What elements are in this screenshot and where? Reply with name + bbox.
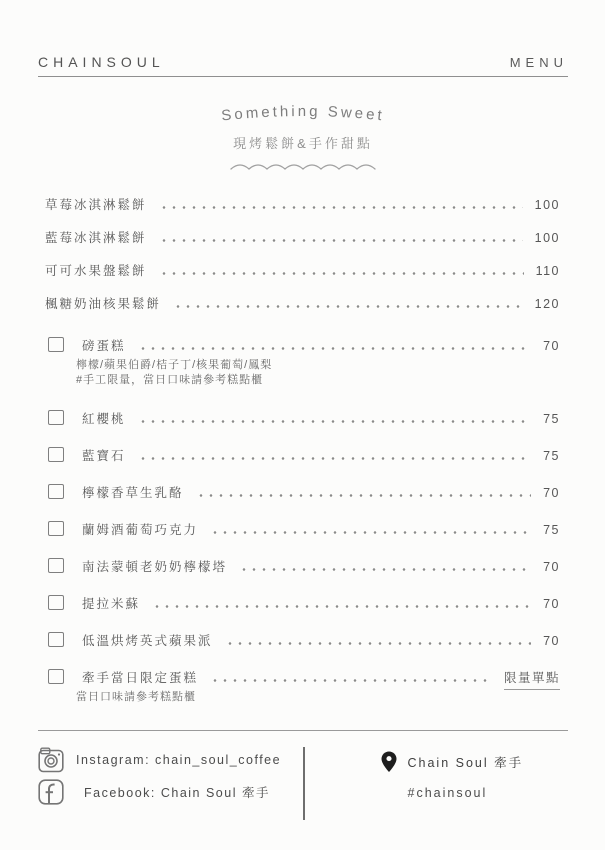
item-checkbox[interactable]: [48, 447, 64, 462]
instagram-label: Instagram: chain_soul_coffee: [76, 753, 282, 767]
item-checkbox[interactable]: [48, 484, 64, 499]
menu-item-row: [38, 294, 568, 310]
menu-item-row: [38, 336, 568, 352]
menu-item-name: 藍寶石: [82, 449, 126, 463]
footer: [38, 731, 568, 820]
menu-item-row: [38, 557, 568, 573]
description-line: #手工限量，當日口味請參考糕點櫃: [76, 374, 264, 386]
header: [38, 0, 568, 70]
menu-item-block: [38, 336, 568, 388]
item-checkbox[interactable]: [48, 632, 64, 647]
menu-item-block: [38, 668, 568, 705]
instagram-camera-icon: [38, 747, 64, 773]
facebook-icon: [38, 779, 64, 805]
hashtag-label: #chainsoul: [407, 786, 488, 800]
menu-item-row: [38, 594, 568, 610]
menu-item-row: [38, 631, 568, 647]
menu-item-block: [38, 446, 568, 462]
menu-item-name: 蘭姆酒葡萄巧克力: [82, 523, 199, 537]
waffle-section: [38, 195, 568, 310]
menu-item-price: 限量單點: [504, 668, 560, 690]
section-title-zh: 現烤鬆餅&手作甜點: [233, 136, 373, 151]
menu-item-price: 75: [543, 523, 560, 537]
instagram-row[interactable]: [38, 747, 303, 773]
item-checkbox[interactable]: [48, 669, 64, 684]
item-checkbox[interactable]: [48, 337, 64, 352]
location-pin-icon: [380, 750, 398, 774]
menu-item-row: [38, 483, 568, 499]
cake-section: [38, 336, 568, 705]
menu-item-price: 120: [534, 297, 560, 311]
dotted-leader: [239, 568, 531, 571]
menu-item-name: 楓糖奶油核果鬆餅: [45, 297, 162, 311]
menu-item-price: 70: [543, 486, 560, 500]
description-line: 檸檬/蘋果伯爵/桔子丁/核果葡萄/鳳梨: [76, 359, 273, 371]
item-checkbox[interactable]: [48, 595, 64, 610]
social-column: [38, 747, 303, 820]
menu-item-block: [38, 520, 568, 536]
menu-item-row: [38, 228, 568, 244]
footer-vertical-divider: [303, 747, 305, 820]
scallop-divider: [228, 160, 378, 172]
menu-item-block: [38, 409, 568, 425]
menu-item-name: 紅櫻桃: [82, 412, 126, 426]
dotted-leader: [159, 206, 523, 209]
menu-item-price: 70: [543, 597, 560, 611]
header-divider: [38, 76, 568, 77]
menu-item-price: 100: [534, 198, 560, 212]
menu-item-name: 南法蒙頓老奶奶檸檬塔: [82, 560, 228, 574]
dotted-leader: [138, 347, 532, 350]
svg-text:Something Sweet: [221, 103, 386, 125]
menu-item-price: 70: [543, 634, 560, 648]
menu-item-name: 可可水果盤鬆餅: [45, 264, 147, 278]
menu-item-name: 提拉米蘇: [82, 597, 141, 611]
section-title-block: [38, 99, 568, 172]
item-checkbox[interactable]: [48, 410, 64, 425]
dotted-leader: [152, 605, 531, 608]
menu-item-name: 草莓冰淇淋鬆餅: [45, 198, 147, 212]
menu-item-row: [38, 261, 568, 277]
menu-item-price: 75: [543, 449, 560, 463]
menu-item-name: 磅蛋糕: [82, 339, 126, 353]
menu-item-block: [38, 631, 568, 647]
dotted-leader: [138, 420, 532, 423]
menu-item-price: 70: [543, 560, 560, 574]
dotted-leader: [159, 239, 523, 242]
item-checkbox[interactable]: [48, 521, 64, 536]
menu-item-row: [38, 668, 568, 684]
location-column: [380, 747, 524, 820]
menu-item-name: 牽手當日限定蛋糕: [82, 671, 199, 685]
dotted-leader: [138, 457, 532, 460]
description-line: 當日口味請參考糕點櫃: [76, 691, 196, 703]
dotted-leader: [196, 494, 532, 497]
menu-item-row: [38, 195, 568, 211]
menu-item-name: 低溫烘烤英式蘋果派: [82, 634, 213, 648]
menu-item-description: [76, 358, 568, 388]
facebook-row[interactable]: [38, 779, 303, 805]
menu-item-name: 檸檬香草生乳酪: [82, 486, 184, 500]
menu-item-price: 110: [535, 264, 560, 278]
dotted-leader: [159, 272, 524, 275]
menu-item-description: [76, 690, 568, 705]
menu-item-price: 100: [534, 231, 560, 245]
menu-item-row: [38, 409, 568, 425]
location-name: Chain Soul 牽手: [407, 756, 524, 770]
menu-item-name: 藍莓冰淇淋鬆餅: [45, 231, 147, 245]
menu-item-price: 75: [543, 412, 560, 426]
menu-item-block: [38, 557, 568, 573]
menu-item-block: [38, 594, 568, 610]
item-checkbox[interactable]: [48, 558, 64, 573]
menu-label: MENU: [509, 55, 568, 70]
menu-item-row: [38, 446, 568, 462]
menu-item-block: [38, 483, 568, 499]
brand-title: CHAINSOUL: [38, 54, 165, 70]
facebook-label: Facebook: Chain Soul 牽手: [84, 786, 270, 800]
menu-item-price: 70: [543, 339, 560, 353]
dotted-leader: [225, 642, 532, 645]
dotted-leader: [210, 531, 531, 534]
dotted-leader: [210, 679, 492, 682]
section-title-en: Something Sweet: [220, 102, 386, 125]
location-row[interactable]: [380, 750, 524, 774]
menu-item-row: [38, 520, 568, 536]
dotted-leader: [173, 305, 523, 308]
arched-title: [163, 99, 443, 131]
